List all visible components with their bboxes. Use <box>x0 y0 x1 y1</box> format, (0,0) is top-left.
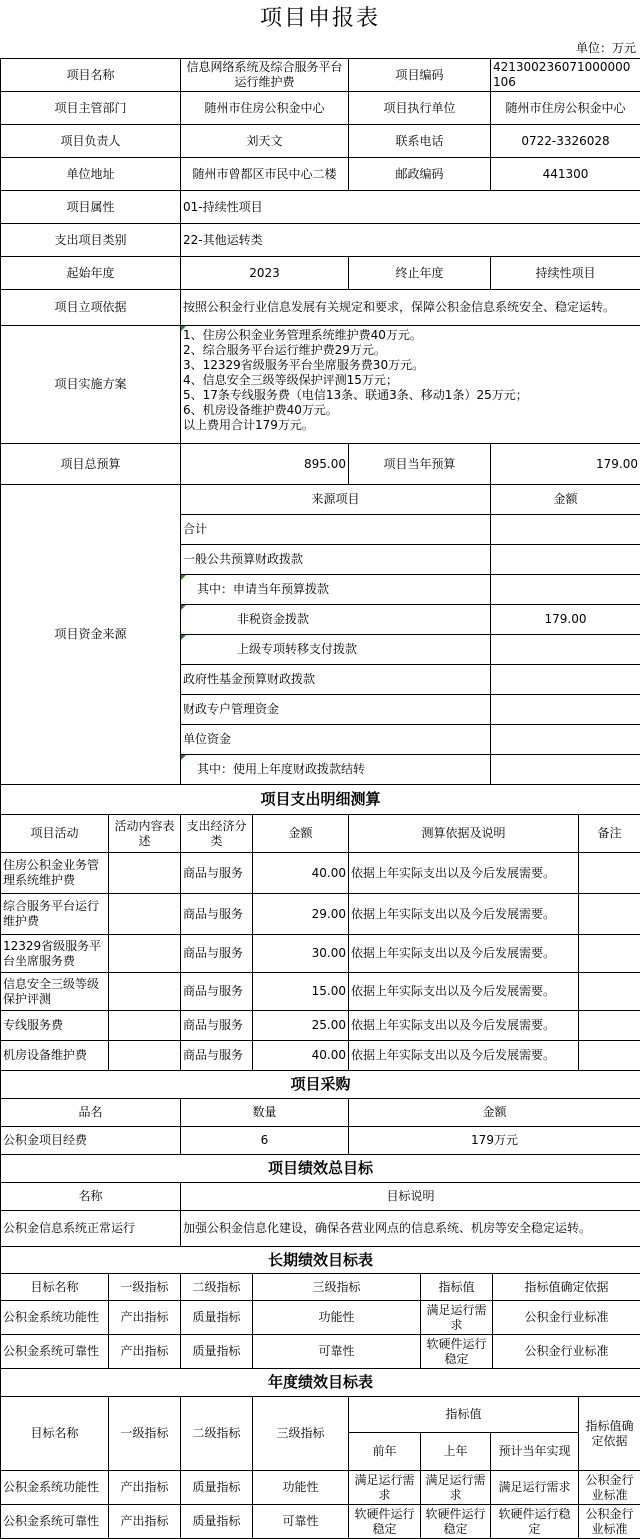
longterm-basis: 公积金行业标准 <box>493 1335 640 1369</box>
detail-content <box>109 894 181 935</box>
phone-value: 0722-3326028 <box>491 125 640 158</box>
year-budget-label: 项目当年预算 <box>349 444 491 485</box>
attr-value: 01-持续性项目 <box>181 191 640 224</box>
end-value: 持续性项目 <box>491 257 640 290</box>
plan-line: 4、信息安全三级等级保护评测15万元； <box>183 373 638 388</box>
funding-row-amount <box>491 755 640 785</box>
basic-info-table <box>0 58 640 485</box>
cat-label: 支出项目类别 <box>1 224 181 257</box>
detail-activity: 综合服务平台运行维护费 <box>1 894 109 935</box>
longterm-header: 指标值 <box>421 1274 493 1301</box>
longterm-name: 公积金系统可靠性 <box>1 1335 109 1369</box>
annual-basis: 公积金行业标准 <box>579 1505 640 1539</box>
detail-class: 商品与服务 <box>181 894 253 935</box>
detail-class: 商品与服务 <box>181 853 253 894</box>
table-row <box>1 935 640 973</box>
funding-row-amount <box>491 575 640 605</box>
annual-l3: 可靠性 <box>253 1505 349 1539</box>
detail-basis: 依据上年实际支出以及今后发展需要。 <box>349 1041 579 1071</box>
detail-activity: 专线服务费 <box>1 1011 109 1041</box>
table-row <box>1 1011 640 1041</box>
longterm-header: 一级指标 <box>109 1274 181 1301</box>
unit-label: 单位：万元 <box>0 38 640 58</box>
funding-label: 项目资金来源 <box>1 485 181 785</box>
detail-section-title: 项目支出明细测算 <box>1 785 640 815</box>
detail-class: 商品与服务 <box>181 935 253 973</box>
detail-activity: 信息安全三级等级保护评测 <box>1 973 109 1011</box>
procure-header: 金额 <box>349 1099 640 1127</box>
table-row <box>1 1335 640 1369</box>
dept-value: 随州市住房公积金中心 <box>181 92 349 125</box>
detail-activity: 12329省级服务平台坐席服务费 <box>1 935 109 973</box>
detail-basis: 依据上年实际支出以及今后发展需要。 <box>349 973 579 1011</box>
longterm-name: 公积金系统功能性 <box>1 1301 109 1335</box>
annual-name: 公积金系统可靠性 <box>1 1505 109 1539</box>
longterm-l1: 产出指标 <box>109 1301 181 1335</box>
procure-header: 数量 <box>181 1099 349 1127</box>
annual-prev2: 满足运行需求 <box>349 1471 421 1505</box>
total-label: 项目总预算 <box>1 444 181 485</box>
procure-header: 品名 <box>1 1099 181 1127</box>
annual-l2: 质量指标 <box>181 1505 253 1539</box>
basis-label: 项目立项依据 <box>1 290 181 326</box>
detail-header: 金额 <box>253 815 349 853</box>
annual-prev2: 软硬件运行稳定 <box>349 1505 421 1539</box>
plan-label: 项目实施方案 <box>1 326 181 444</box>
detail-amount: 40.00 <box>253 853 349 894</box>
detail-note <box>579 894 640 935</box>
annual-header-expect: 预计当年实现 <box>491 1433 579 1471</box>
funding-row-amount <box>491 635 640 665</box>
plan-line: 2、综合服务平台运行维护费29万元。 <box>183 343 638 358</box>
detail-header: 支出经济分类 <box>181 815 253 853</box>
code-value: 421300236071000000106 <box>491 59 640 92</box>
detail-header: 测算依据及说明 <box>349 815 579 853</box>
table-row <box>1 1041 640 1071</box>
funding-row-name: 一般公共预算财政拨款 <box>181 545 491 575</box>
year-budget-value: 179.00 <box>491 444 640 485</box>
detail-content <box>109 973 181 1011</box>
annual-header-name: 目标名称 <box>1 1397 109 1471</box>
procure-amount: 179万元 <box>349 1127 640 1155</box>
plan-line: 5、17条专线服务费（电信13条、联通3条、移动1条）25万元； <box>183 388 638 403</box>
procure-qty: 6 <box>181 1127 349 1155</box>
plan-line: 以上费用合计179万元。 <box>183 418 638 433</box>
detail-class: 商品与服务 <box>181 1011 253 1041</box>
owner-label: 项目负责人 <box>1 125 181 158</box>
detail-header: 备注 <box>579 815 640 853</box>
detail-content <box>109 853 181 894</box>
end-label: 终止年度 <box>349 257 491 290</box>
longterm-basis: 公积金行业标准 <box>493 1301 640 1335</box>
funding-row-name: 其中：申请当年预算拨款 <box>181 575 491 605</box>
detail-basis: 依据上年实际支出以及今后发展需要。 <box>349 935 579 973</box>
funding-row-amount <box>491 665 640 695</box>
code-label: 项目编码 <box>349 59 491 92</box>
funding-row-name: 单位资金 <box>181 725 491 755</box>
detail-basis: 依据上年实际支出以及今后发展需要。 <box>349 894 579 935</box>
annual-l2: 质量指标 <box>181 1471 253 1505</box>
overall-header: 目标说明 <box>181 1183 640 1211</box>
longterm-section-title: 长期绩效目标表 <box>1 1247 640 1274</box>
attr-label: 项目属性 <box>1 191 181 224</box>
longterm-header: 三级指标 <box>253 1274 421 1301</box>
detail-basis: 依据上年实际支出以及今后发展需要。 <box>349 853 579 894</box>
annual-l1: 产出指标 <box>109 1471 181 1505</box>
table-row <box>1 1301 640 1335</box>
funding-header-amount: 金额 <box>491 485 640 515</box>
annual-header-value: 指标值 <box>349 1397 579 1433</box>
overall-section-title: 项目绩效总目标 <box>1 1155 640 1183</box>
funding-row-amount <box>491 725 640 755</box>
detail-amount: 25.00 <box>253 1011 349 1041</box>
funding-row-amount <box>491 515 640 545</box>
name-label: 项目名称 <box>1 59 181 92</box>
plan-value <box>181 326 640 444</box>
funding-header-source: 来源项目 <box>181 485 491 515</box>
detail-note <box>579 1011 640 1041</box>
funding-row-name: 政府性基金预算财政拨款 <box>181 665 491 695</box>
table-row <box>1 894 640 935</box>
detail-amount: 15.00 <box>253 973 349 1011</box>
annual-header-l3: 三级指标 <box>253 1397 349 1471</box>
annual-prev: 软硬件运行稳定 <box>421 1505 491 1539</box>
detail-table <box>0 784 640 1071</box>
detail-class: 商品与服务 <box>181 1041 253 1071</box>
funding-table <box>0 484 640 785</box>
detail-header: 项目活动 <box>1 815 109 853</box>
funding-row-name: 财政专户管理资金 <box>181 695 491 725</box>
table-row <box>1 1505 640 1539</box>
detail-note <box>579 935 640 973</box>
longterm-l3: 可靠性 <box>253 1335 421 1369</box>
annual-header-prev2: 前年 <box>349 1433 421 1471</box>
longterm-l3: 功能性 <box>253 1301 421 1335</box>
overall-header: 名称 <box>1 1183 181 1211</box>
annual-section-title: 年度绩效目标表 <box>1 1369 640 1397</box>
exec-value: 随州市住房公积金中心 <box>491 92 640 125</box>
annual-expect: 满足运行需求 <box>491 1471 579 1505</box>
funding-row-amount <box>491 695 640 725</box>
funding-row-amount <box>491 545 640 575</box>
funding-row-name: 上级专项转移支付拨款 <box>181 635 491 665</box>
start-label: 起始年度 <box>1 257 181 290</box>
total-value: 895.00 <box>181 444 349 485</box>
detail-content <box>109 1041 181 1071</box>
annual-name: 公积金系统功能性 <box>1 1471 109 1505</box>
longterm-header: 目标名称 <box>1 1274 109 1301</box>
funding-row-name: 其中：使用上年度财政拨款结转 <box>181 755 491 785</box>
exec-label: 项目执行单位 <box>349 92 491 125</box>
funding-row-name: 非税资金拨款 <box>181 605 491 635</box>
funding-row-name: 合计 <box>181 515 491 545</box>
longterm-table <box>0 1246 640 1369</box>
overall-goal-table <box>0 1154 640 1247</box>
annual-header-prev: 上年 <box>421 1433 491 1471</box>
detail-note <box>579 1041 640 1071</box>
table-row <box>1 1471 640 1505</box>
detail-content <box>109 1011 181 1041</box>
plan-line: 1、住房公积金业务管理系统维护费40万元。 <box>183 328 638 343</box>
phone-label: 联系电话 <box>349 125 491 158</box>
overall-desc: 加强公积金信息化建设，确保各营业网点的信息系统、机房等安全稳定运转。 <box>181 1211 640 1247</box>
detail-note <box>579 973 640 1011</box>
zip-value: 441300 <box>491 158 640 191</box>
longterm-value: 满足运行需求 <box>421 1301 493 1335</box>
detail-activity: 住房公积金业务管理系统维护费 <box>1 853 109 894</box>
basis-value: 按照公积金行业信息发展有关规定和要求，保障公积金信息系统安全、稳定运转。 <box>181 290 640 326</box>
annual-header-l1: 一级指标 <box>109 1397 181 1471</box>
detail-content <box>109 935 181 973</box>
dept-label: 项目主管部门 <box>1 92 181 125</box>
plan-line: 3、12329省级服务平台坐席服务费30万元。 <box>183 358 638 373</box>
detail-activity: 机房设备维护费 <box>1 1041 109 1071</box>
longterm-l2: 质量指标 <box>181 1301 253 1335</box>
procure-name: 公积金项目经费 <box>1 1127 181 1155</box>
plan-line: 6、机房设备维护费40万元。 <box>183 403 638 418</box>
detail-note <box>579 853 640 894</box>
longterm-l2: 质量指标 <box>181 1335 253 1369</box>
table-row <box>1 853 640 894</box>
overall-name: 公积金信息系统正常运行 <box>1 1211 181 1247</box>
annual-prev: 满足运行需求 <box>421 1471 491 1505</box>
annual-basis: 公积金行业标准 <box>579 1471 640 1505</box>
longterm-header: 二级指标 <box>181 1274 253 1301</box>
annual-expect: 软硬件运行稳定 <box>491 1505 579 1539</box>
page-title: 项目申报表 <box>0 0 640 38</box>
annual-table <box>0 1368 640 1539</box>
table-row <box>1 973 640 1011</box>
detail-amount: 40.00 <box>253 1041 349 1071</box>
longterm-header: 指标值确定依据 <box>493 1274 640 1301</box>
longterm-l1: 产出指标 <box>109 1335 181 1369</box>
owner-value: 刘天文 <box>181 125 349 158</box>
cat-value: 22-其他运转类 <box>181 224 640 257</box>
annual-l3: 功能性 <box>253 1471 349 1505</box>
annual-header-basis: 指标值确定依据 <box>579 1397 640 1471</box>
funding-row-amount: 179.00 <box>491 605 640 635</box>
zip-label: 邮政编码 <box>349 158 491 191</box>
annual-header-l2: 二级指标 <box>181 1397 253 1471</box>
procure-section-title: 项目采购 <box>1 1071 640 1099</box>
detail-basis: 依据上年实际支出以及今后发展需要。 <box>349 1011 579 1041</box>
procure-table <box>0 1070 640 1155</box>
detail-class: 商品与服务 <box>181 973 253 1011</box>
addr-label: 单位地址 <box>1 158 181 191</box>
detail-amount: 30.00 <box>253 935 349 973</box>
addr-value: 随州市曾都区市民中心二楼 <box>181 158 349 191</box>
detail-header: 活动内容表述 <box>109 815 181 853</box>
annual-l1: 产出指标 <box>109 1505 181 1539</box>
start-value: 2023 <box>181 257 349 290</box>
name-value: 信息网络系统及综合服务平台运行维护费 <box>181 59 349 92</box>
detail-amount: 29.00 <box>253 894 349 935</box>
longterm-value: 软硬件运行稳定 <box>421 1335 493 1369</box>
